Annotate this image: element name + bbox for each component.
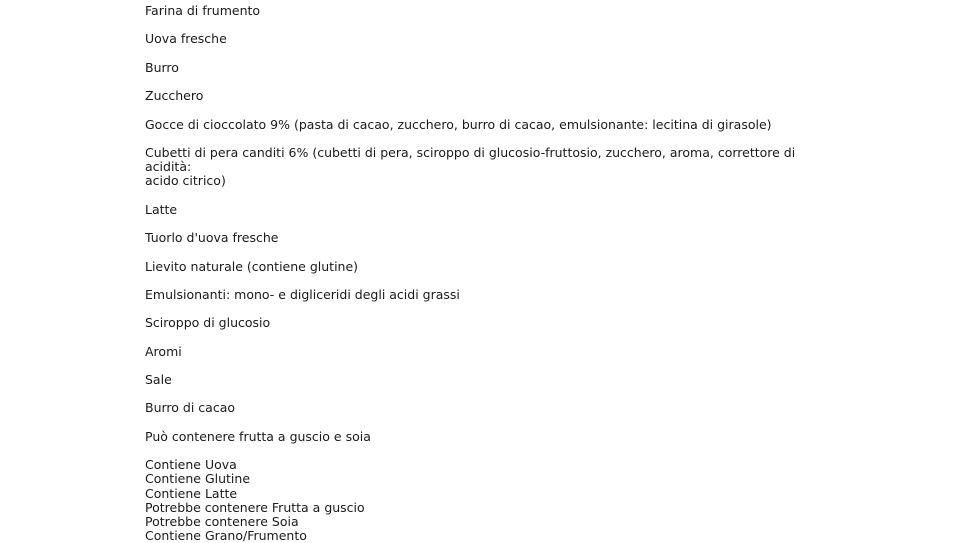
allergen-item: Potrebbe contenere Frutta a guscio	[145, 499, 365, 515]
ingredient-item: Tuorlo d'uova fresche	[145, 230, 279, 246]
allergen-item: Contiene Uova	[145, 457, 237, 473]
ingredient-item: Emulsionanti: mono- e digliceridi degli acidi grassi	[145, 286, 460, 302]
ingredient-item: Sciroppo di glucosio	[145, 315, 271, 331]
ingredient-item: Farina di frumento	[145, 3, 261, 18]
ingredient-item: Gocce di cioccolato 9% (pasta di cacao, zucchero, burro di cacao, emulsionante: lecitina di girasole)	[145, 116, 772, 132]
allergen-item: Contiene Grano/Frumento	[145, 528, 307, 543]
ingredient-item: Lievito naturale (contiene glutine)	[145, 258, 359, 274]
ingredient-item: Zucchero	[145, 88, 204, 104]
ingredient-item: Sale	[145, 372, 172, 388]
allergen-list	[145, 458, 835, 543]
ingredients-document	[145, 4, 835, 543]
ingredient-item: Può contenere frutta a guscio e soia	[145, 428, 371, 444]
ingredient-item: Latte	[145, 201, 178, 217]
allergen-item: Contiene Latte	[145, 485, 238, 501]
allergen-item: Contiene Glutine	[145, 471, 251, 487]
allergen-item: Potrebbe contenere Soia	[145, 514, 299, 530]
ingredient-item: Burro	[145, 59, 179, 75]
ingredient-item: Aromi	[145, 343, 182, 359]
ingredient-item: Uova fresche	[145, 31, 227, 47]
ingredient-item: Cubetti di pera canditi 6% (cubetti di pera, sciroppo di glucosio-fruttosio, zucchero, aroma, correttore di acidità: acido citrico)	[145, 144, 796, 189]
ingredient-list	[145, 4, 835, 444]
ingredient-item: Burro di cacao	[145, 400, 235, 416]
